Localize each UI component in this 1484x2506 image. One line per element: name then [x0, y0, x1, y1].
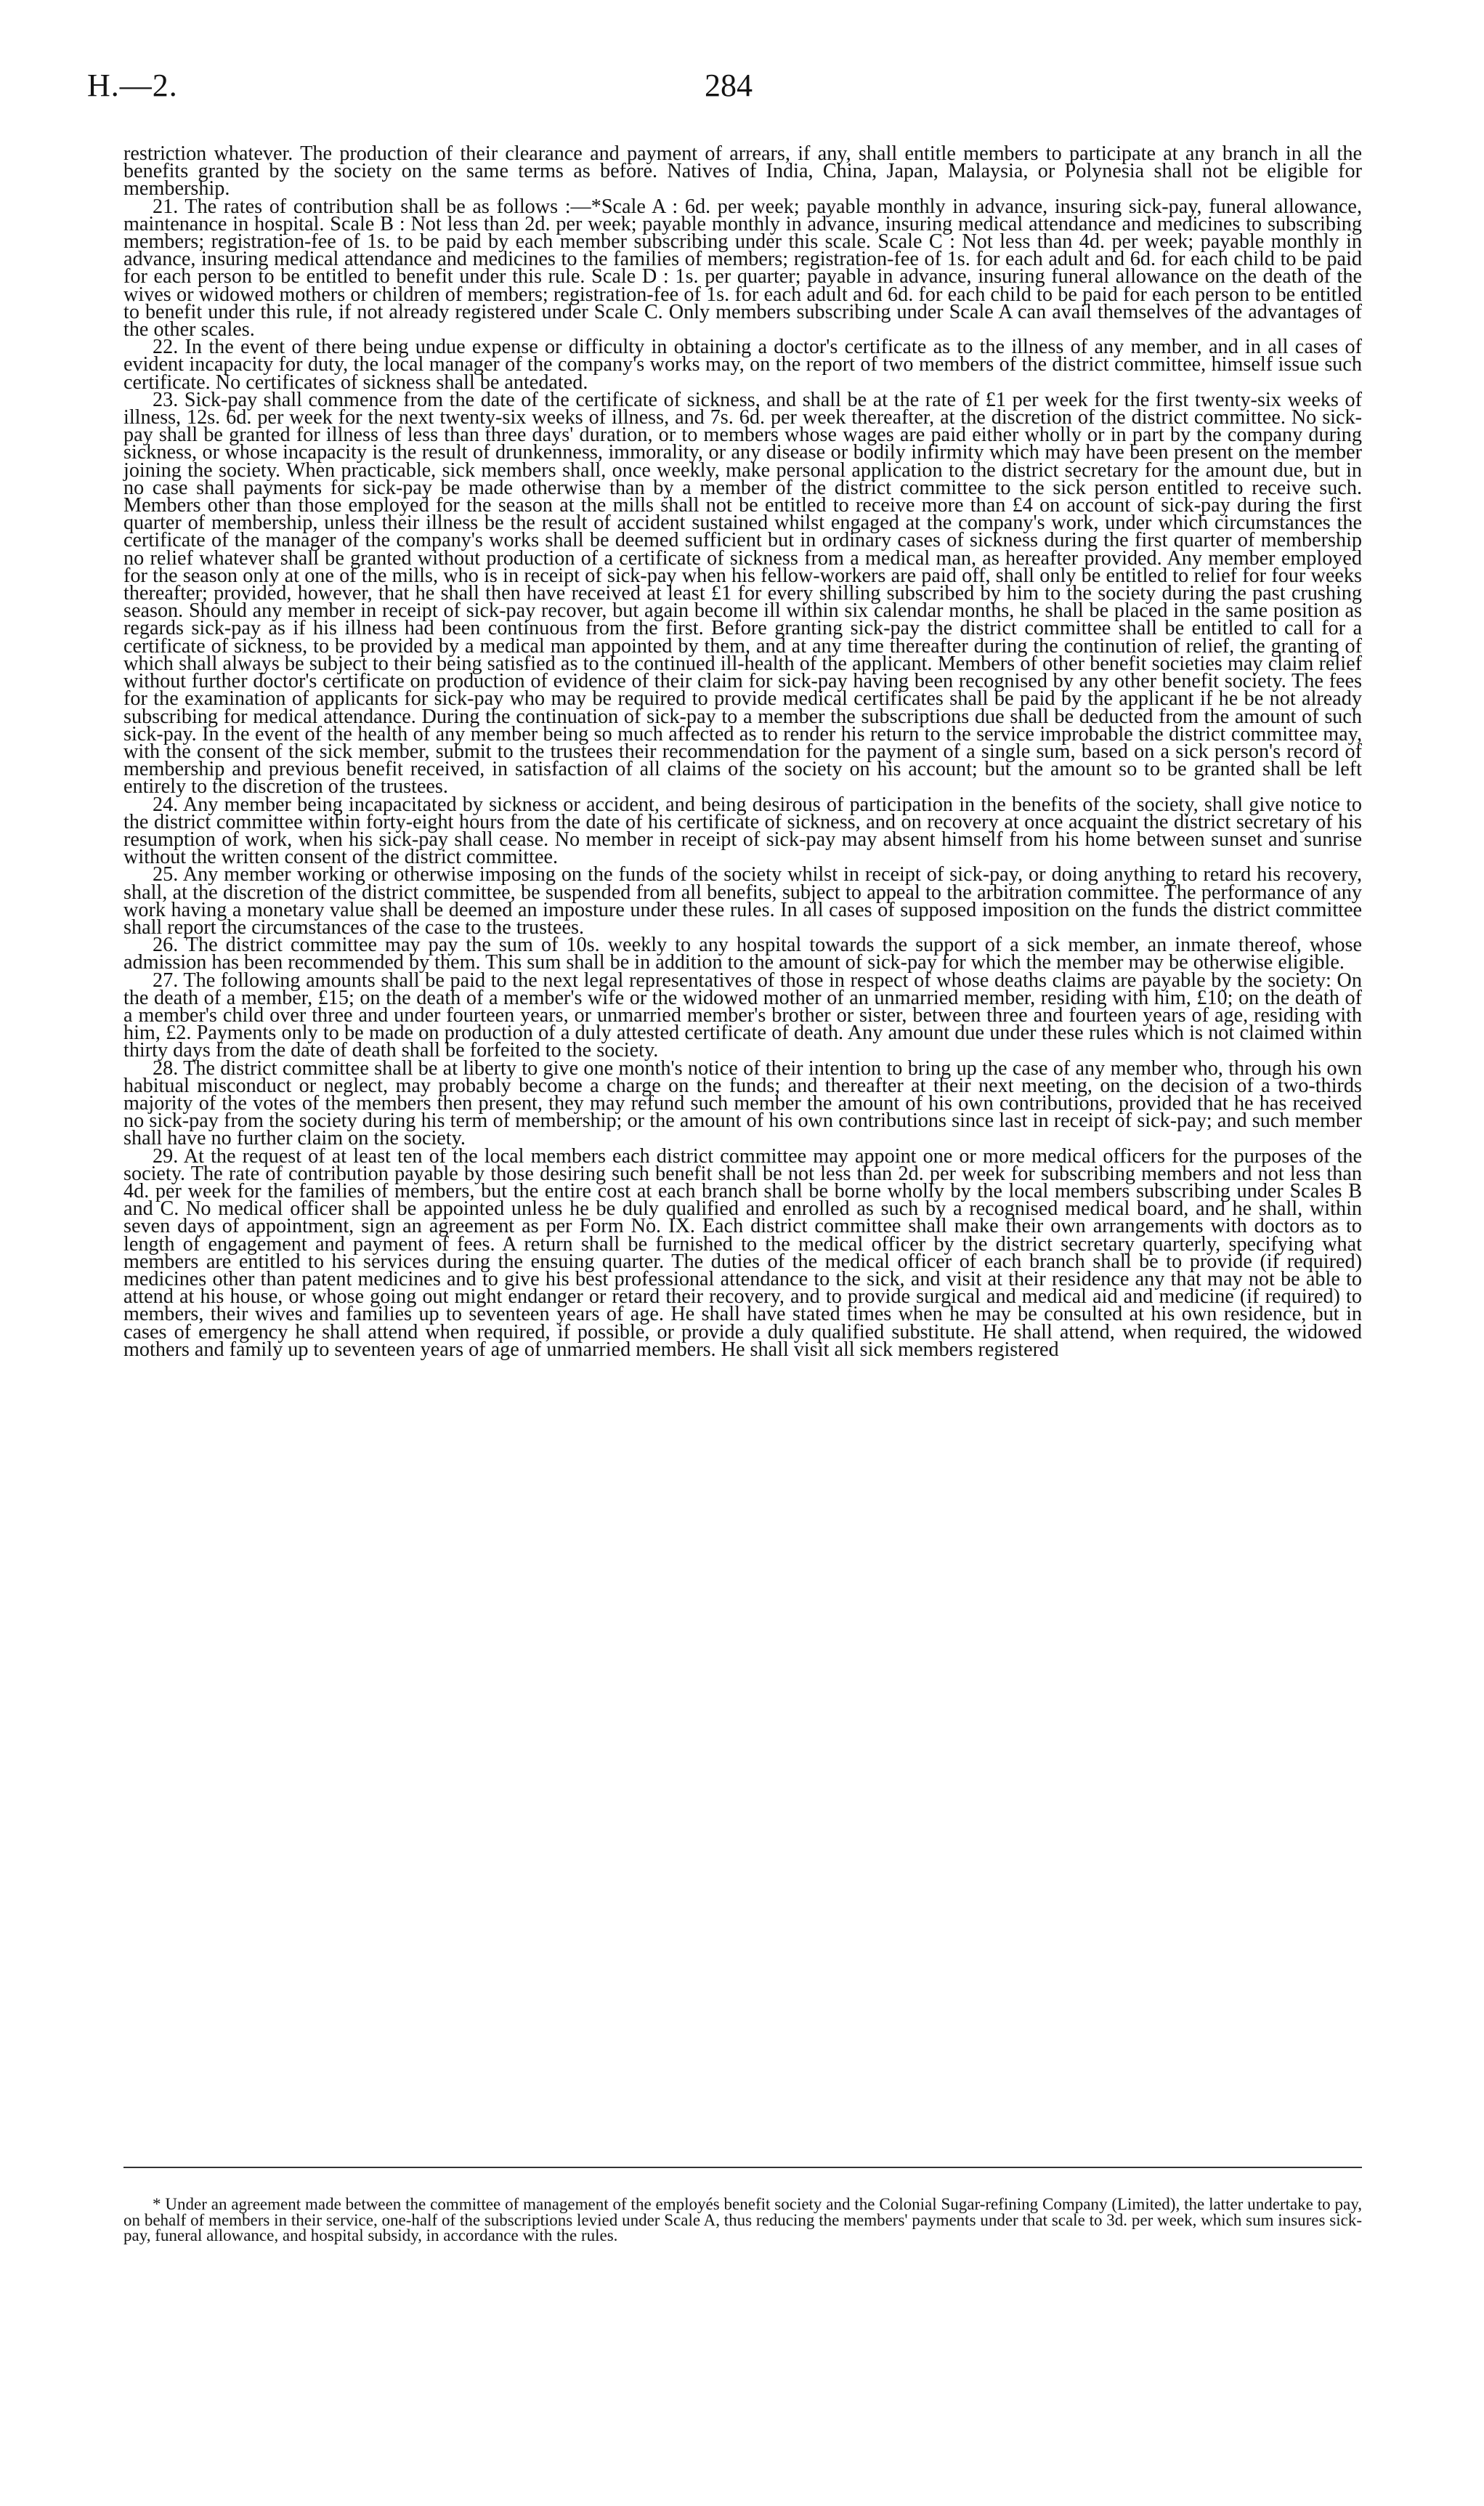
page-header: [87, 67, 1369, 110]
footnote-divider: [123, 2167, 1362, 2168]
paragraph-rule-29: 29. At the request of at least ten of the local members each district committee may appoint one or more medical officers for the purposes of the society. The rate of contribution payable by those desiring such benefit shall be not less than 2d. per week for subscribing members and not less than 4d. per week for the families of members, but the entire cost at each branch shall be borne wholly by the local members subscribing under Scales B and C. No medical officer shall be appointed unless he be duly qualified and enrolled as such by a recognised medical board, and he shall, within seven days of appointment, sign an agreement as per Form No. IX. Each district committee shall make their own arrangements with doctors as to length of engagement and payment of fees. A return shall be furnished to the medical officer by the district secretary quarterly, specifying what members are entitled to his services during the ensuing quarter. The duties of the medical officer of each branch shall be to provide (if required) medicines other than patent medicines and to give his best professional attendance to the sick, and visit at their residence any that may not be able to attend at his house, or whose going out might endanger or retard their recovery, and to provide surgical and medical aid and medicine (if required) to members, their wives and families up to seventeen years of age. He shall have stated times when he may be consulted at his own residence, but in cases of emergency he shall attend when required, if possible, or provide a duly qualified substitute. He shall attend, when required, the widowed mothers and family up to seventeen years of age of unmarried members. He shall visit all sick members registered: [123, 1144, 1362, 1361]
footnote: * Under an agreement made between the committee of management of the employés benefit society and the Colonial Sugar-refining Company (Limited), the latter undertake to pay, on behalf of members in their service, one-half of the subscriptions levied under Scale A, thus reducing the members' payments under that scale to 3d. per week, which sum insures sick-pay, funeral allowance, and hospital subsidy, in accordance with the rules.: [123, 2195, 1362, 2244]
paragraph-rule-23: 23. Sick-pay shall commence from the date of the certificate of sickness, and shall be at the rate of £1 per week for the first twenty-six weeks of illness, 12s. 6d. per week for the next twenty-six weeks of illness, and 7s. 6d. per week thereafter, at the discretion of the district committee. No sick-pay shall be granted for illness of less than three days' duration, or to members whose wages are paid either wholly or in part by the company during sickness, or whose incapacity is the result of drunkenness, immorality, or any disease or bodily infirmity which may have been present on the member joining the society. When practicable, sick members shall, once weekly, make personal application to the district secretary for the amount due, but in no case shall payments for sick-pay be made otherwise than by a member of the district committee to the sick person entitled to receive such. Members other than those employed for the season at the mills shall not be entitled to receive more than £4 on account of sick-pay during the first quarter of membership, unless their illness be the result of accident sustained whilst engaged at the company's work, under which circumstances the certificate of the manager of the company's works shall be deemed sufficient but in ordinary cases of sickness during the first quarter of membership no relief whatever shall be granted without production of a certificate of sickness from a medical man, as hereafter provided. Any member employed for the season only at one of the mills, who is in receipt of sick-pay when his fellow-workers are paid off, shall only be entitled to relief for four weeks thereafter; provided, however, that he shall then have received at least £1 for every shilling subscribed by him to the society during the past crushing season. Should any member in receipt of sick-pay recover, but again become ill within six calendar months, he shall be placed in the same position as regards sick-pay as if his illness had been continuous from the first. Before granting sick-pay the district committee shall be entitled to call for a certificate of sickness, to be provided by a medical man appointed by them, and at any time thereafter during the continution of relief, the granting of which shall always be subject to their being satisfied as to the continued ill-health of the applicant. Members of other benefit societies may claim relief without further doctor's certificate on production of evidence of their claim for sick-pay having been recognised by any other benefit society. The fees for the examination of applicants for sick-pay who may be required to provide medical certificates shall be paid by the applicant if he be not already subscribing for medical attendance. During the continuation of sick-pay to a member the subscriptions due shall be deducted from the amount of such sick-pay. In the event of the health of any member being so much affected as to render his return to the service improbable the district committee may, with the consent of the sick member, submit to the trustees their recommendation for the payment of a single sum, based on a sick person's record of membership and previous benefit received, in satisfaction of all claims of the society on his account; but the amount so to be granted shall be left entirely to the discretion of the trustees.: [123, 388, 1362, 799]
paragraph-rule-22: 22. In the event of there being undue expense or difficulty in obtaining a doctor's certificate as to the illness of any member, and in all cases of evident incapacity for duty, the local manager of the company's works may, on the report of two members of the district committee, himself issue such certificate. No certificates of sickness shall be antedated.: [123, 336, 1362, 394]
page-number: 284: [705, 68, 753, 103]
document-reference: H.—2.: [87, 68, 178, 103]
body-text: [123, 142, 1362, 1361]
paragraph-rule-28: 28. The district committee shall be at liberty to give one month's notice of their intention to bring up the case of any member who, through his own habitual misconduct or neglect, may probably become a charge on the funds; and thereafter at their next meeting, on the decision of a two-thirds majority of the votes of the members then present, they may refund such member the amount of his own contributions, provided that he has received no sick-pay from the society during his term of membership; or the amount of his own contributions since last in receipt of sick-pay; and such member shall have no further claim on the society.: [123, 1056, 1362, 1150]
paragraph-rule-27: 27. The following amounts shall be paid to the next legal representatives of those in respect of whose deaths claims are payable by the society: On the death of a member, £15; on the death of a member's wife or the widowed mother of an unmarried member, residing with him, £10; on the death of a member's child over three and under fourteen years, or unmarried member's brother or sister, between three and fourteen years of age, residing with him, £2. Payments only to be made on production of a duly attested certificate of death. Any amount due under these rules which is not claimed within thirty days from the date of death shall be forfeited to the society.: [123, 969, 1362, 1062]
paragraph-rule-25: 25. Any member working or otherwise imposing on the funds of the society whilst in receipt of sick-pay, or doing anything to retard his recovery, shall, at the discretion of the district committee, be suspended from all benefits, subject to appeal to the arbitration committee. The performance of any work having a monetary value shall be deemed an imposture under these rules. In all cases of supposed imposition on the funds the district committee shall report the circumstances of the case to the trustees.: [123, 863, 1362, 939]
paragraph-rule-24: 24. Any member being incapacitated by sickness or accident, and being desirous of participation in the benefits of the society, shall give notice to the district committee within forty-eight hours from the date of his certificate of sickness, and on recovery at once acquaint the district secretary of his resumption of work, when his sick-pay shall cease. No member in receipt of sick-pay may absent himself from his home between sunset and sunrise without the written consent of the district committee.: [123, 793, 1362, 869]
paragraph-rule-21: 21. The rates of contribution shall be as follows :—*Scale A : 6d. per week; payable monthly in advance, insuring sick-pay, funeral allowance, maintenance in hospital. Scale B : Not less than 2d. per week; payable monthly in advance, insuring medical attendance and medicines to subscribing members; registration-fee of 1s. to be paid by each member subscribing under this scale. Scale C : Not less than 4d. per week; payable monthly in advance, insuring medical attendance and medicines to the families of members; registration-fee of 1s. for each adult and 6d. for each child to be paid for each person to be entitled to benefit under this rule. Scale D : 1s. per quarter; payable in advance, insuring funeral allowance on the death of the wives or widowed mothers or children of members; registration-fee of 1s. for each adult and 6d. for each child to be paid for each person to be entitled to benefit under this rule, if not already registered under Scale C. Only members subscribing under Scale A can avail themselves of the advantages of the other scales.: [123, 195, 1362, 341]
paragraph-rule-26: 26. The district committee may pay the sum of 10s. weekly to any hospital towards the support of a sick member, an inmate thereof, whose admission has been recommended by them. This sum shall be in addition to the amount of sick-pay for which the member may be otherwise eligible.: [123, 934, 1362, 974]
paragraph-continuation: restriction whatever. The production of their clearance and payment of arrears, if any, shall entitle members to participate at any branch in all the benefits granted by the society on the same terms as before. Natives of India, China, Japan, Malaysia, or Polynesia shall not be eligible for membership.: [123, 142, 1362, 201]
